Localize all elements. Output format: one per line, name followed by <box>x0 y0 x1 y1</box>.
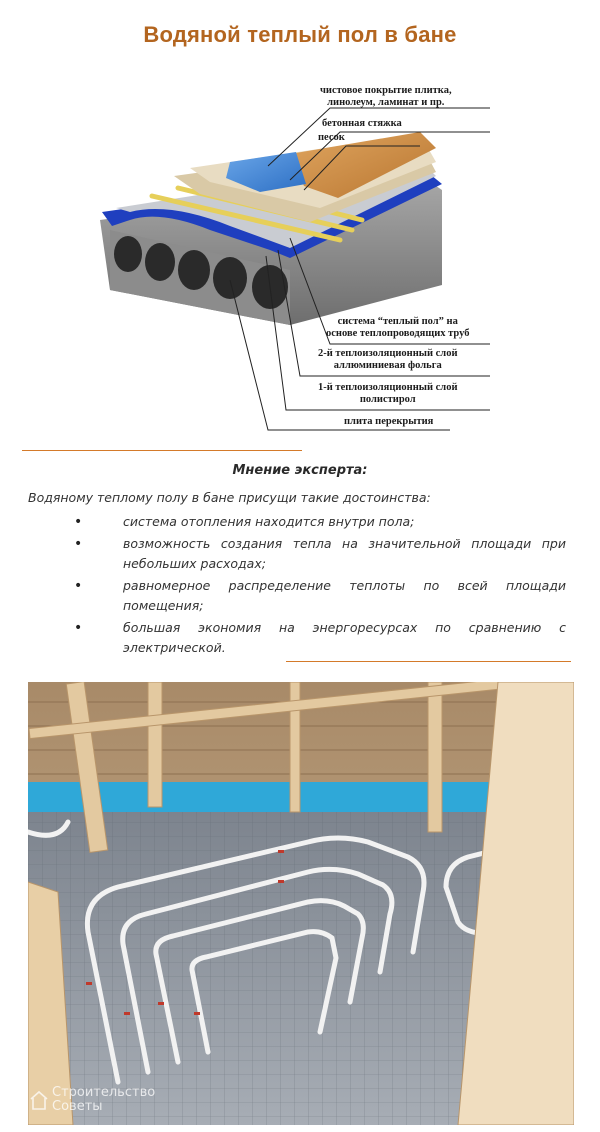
list-item-text: система отопления находится внутри пола; <box>123 514 415 529</box>
bullet-icon: • <box>74 536 83 552</box>
callout-finish-line1: чистовое покрытие плитка, <box>320 85 452 96</box>
list-item <box>0 512 600 532</box>
callout-insulation2-line1: 2-й теплоизоляционный слой <box>318 348 458 359</box>
callout-finish-line2: линолеум, ламинат и пр. <box>327 97 445 108</box>
bullet-icon: • <box>74 620 83 636</box>
expert-title: Мнение эксперта: <box>232 463 368 478</box>
callout-sand: песок <box>318 132 345 143</box>
callout-finish <box>320 85 452 109</box>
house-icon <box>30 1090 48 1110</box>
list-item-text: большая экономия на энергоресурсах по сравнению с электрической. <box>123 620 566 655</box>
callout-insulation2 <box>318 348 458 372</box>
watermark-text <box>52 1086 155 1114</box>
callout-system <box>326 316 469 340</box>
floor-heating-photo <box>28 682 574 1125</box>
list-item-text: возможность создания тепла на значительной площади при небольших расходах; <box>123 536 566 571</box>
list-item <box>0 576 600 616</box>
watermark-line2: Советы <box>52 1099 103 1114</box>
advantages-list <box>0 512 600 660</box>
callout-insulation1-line2: полистирол <box>359 394 416 405</box>
floor-layers-diagram <box>90 80 510 440</box>
callout-slab: плита перекрытия <box>344 416 434 427</box>
bullet-icon: • <box>74 514 83 530</box>
callout-system-line2: основе теплопроводящих труб <box>326 328 470 339</box>
watermark-line1: Строительство <box>52 1085 156 1100</box>
expert-intro: Водяному теплому полу в бане присущи такие достоинства: <box>28 490 431 505</box>
divider-top <box>22 450 302 451</box>
callout-insulation2-line2: аллюминиевая фольга <box>333 360 442 371</box>
callout-system-line1: система “теплый пол” на <box>337 316 458 327</box>
callout-screed: бетонная стяжка <box>322 118 402 129</box>
list-item <box>0 618 600 658</box>
divider-bottom <box>286 661 571 662</box>
bullet-icon: • <box>74 578 83 594</box>
callout-insulation1 <box>318 382 458 406</box>
list-item <box>0 534 600 574</box>
list-item-text: равномерное распределение теплоты по всей площади помещения; <box>123 578 566 613</box>
page-title: Водяной теплый пол в бане <box>143 22 457 47</box>
callout-insulation1-line1: 1-й теплоизоляционный слой <box>318 382 458 393</box>
